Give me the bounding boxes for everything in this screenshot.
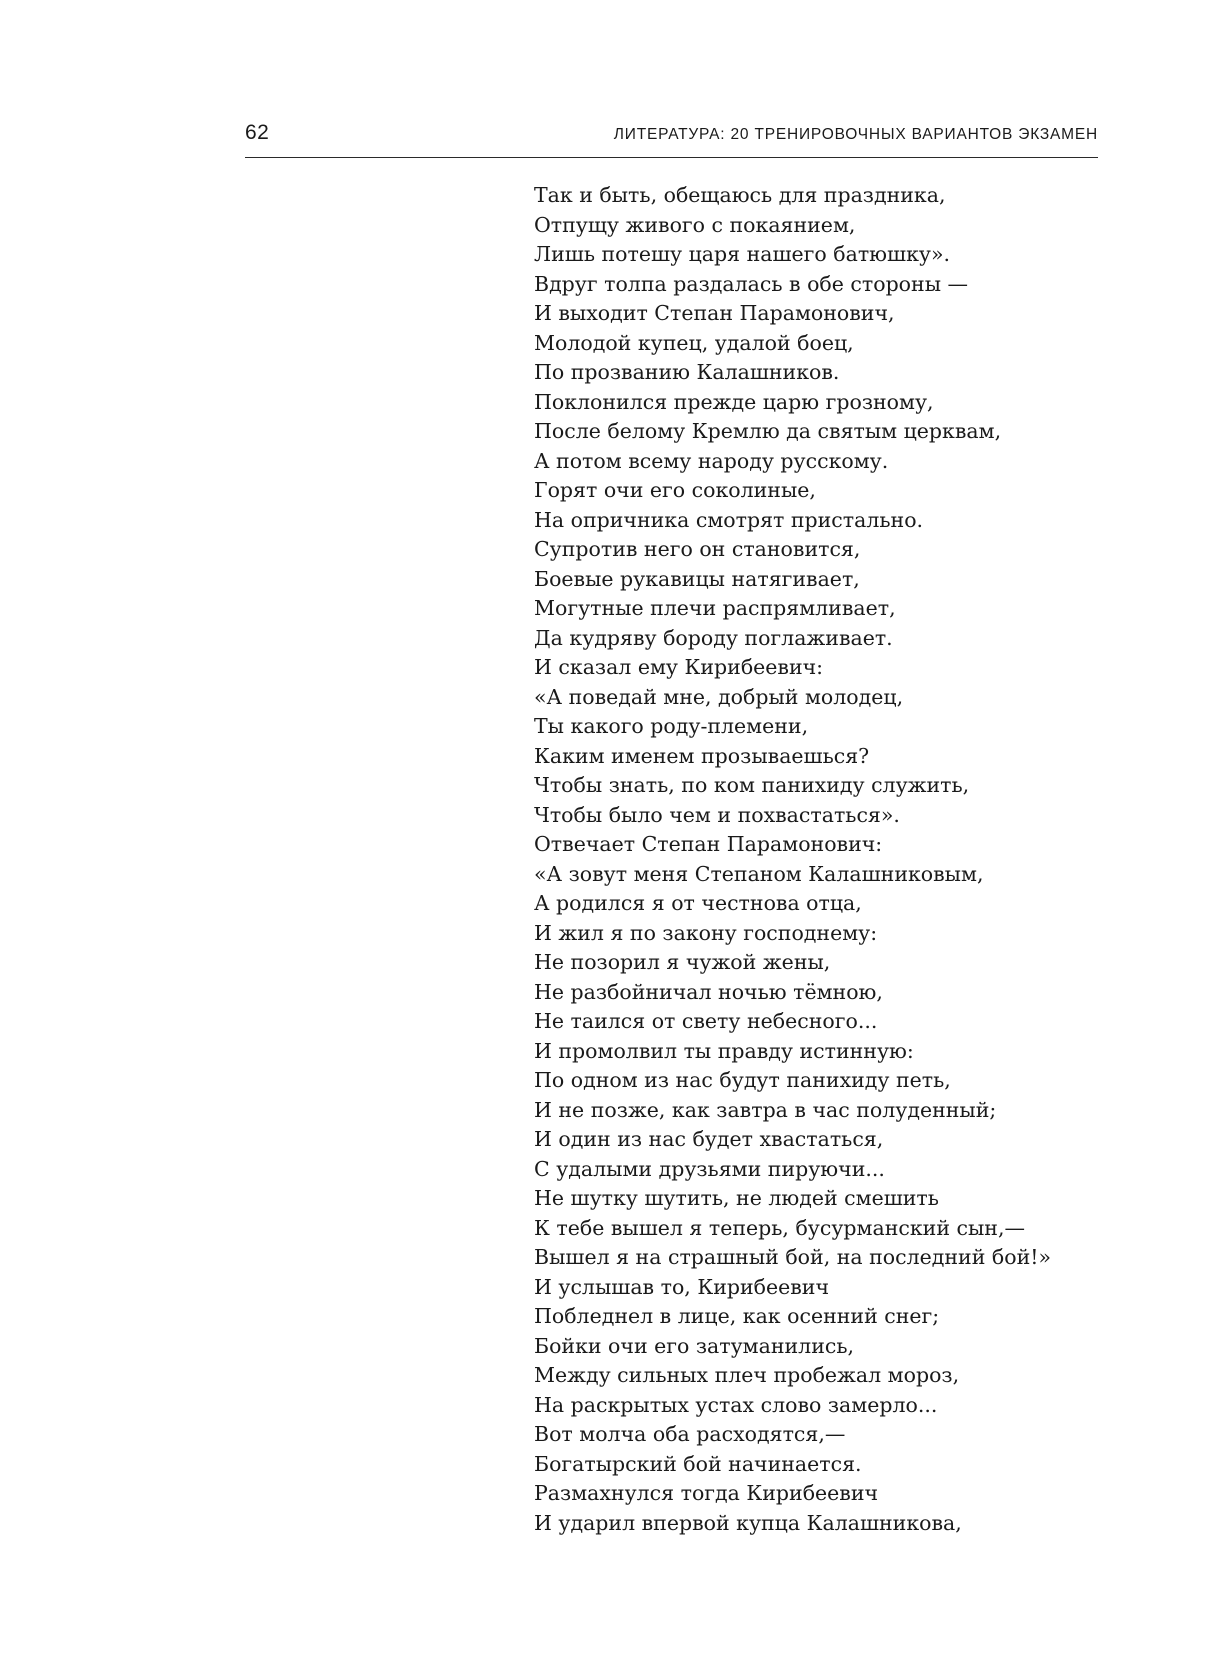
poem-line: Да кудряву бороду поглаживает. <box>534 625 893 650</box>
poem-line: Не шутку шутить, не людей смешить <box>534 1186 939 1210</box>
poem-line: Вдруг толпа раздалась в обе стороны — <box>534 271 969 296</box>
poem-line: По прозванию Калашников. <box>534 360 840 384</box>
poem-line: И сказал ему Кирибеевич: <box>534 655 824 679</box>
poem-line: И один из нас будет хвастаться, <box>534 1127 884 1151</box>
poem-line: Размахнулся тогда Кирибеевич <box>534 1481 879 1505</box>
poem-line: Вышел я на страшный бой, на последний бой!» <box>534 1245 1052 1269</box>
running-title: ЛИТЕРАТУРА: 20 ТРЕНИРОВОЧНЫХ ВАРИАНТОВ ЭКЗАМЕН <box>613 126 1098 143</box>
header-divider <box>245 157 1098 158</box>
poem-line: «А поведай мне, добрый молодец, <box>534 684 904 709</box>
poem-line: На опричника смотрят пристально. <box>534 507 924 532</box>
poem-line: Отвечает Степан Парамонович: <box>534 832 883 856</box>
poem-line: Отпущу живого с покаянием, <box>534 212 856 237</box>
page-number: 62 <box>245 121 270 144</box>
poem-line: Так и быть, обещаюсь для праздника, <box>534 183 946 207</box>
poem-line: Ты какого роду-племени, <box>534 714 809 738</box>
poem-line: Чтобы знать, по ком панихиду служить, <box>534 773 970 797</box>
poem-line: Боевые рукавицы натягивает, <box>534 566 860 591</box>
poem-line: Каким именем прозываешься? <box>534 743 870 768</box>
poem-line: Лишь потешу царя нашего батюшку». <box>534 242 951 266</box>
poem-line: И не позже, как завтра в час полуденный; <box>534 1097 997 1122</box>
poem-line: И услышав то, Кирибеевич <box>534 1274 830 1299</box>
poem-line: И жил я по закону господнему: <box>534 920 878 945</box>
poem-line: Не позорил я чужой жены, <box>534 950 831 974</box>
poem-line: Не таился от свету небесного... <box>534 1009 878 1033</box>
poem-line: И выходит Степан Парамонович, <box>534 301 895 325</box>
poem-line: Не разбойничал ночью тёмною, <box>534 979 883 1004</box>
poem-line: Богатырский бой начинается. <box>534 1451 862 1476</box>
poem-line: А родился я от честнова отца, <box>534 891 862 915</box>
poem-line: Между сильных плеч пробежал мороз, <box>534 1363 960 1387</box>
poem-line: С удалыми друзьями пируючи... <box>534 1156 885 1181</box>
poem-line: И промолвил ты правду истинную: <box>534 1038 914 1063</box>
poem-line: Побледнел в лице, как осенний снег; <box>534 1304 940 1328</box>
poem-line: А потом всему народу русскому. <box>534 448 889 473</box>
poem-line: Горят очи его соколиные, <box>534 478 816 502</box>
poem-line: Чтобы было чем и похвастаться». <box>534 802 900 827</box>
poem-text <box>534 181 1051 1538</box>
poem-line: К тебе вышел я теперь, бусурманский сын,— <box>534 1215 1025 1240</box>
poem-line: Бойки очи его затуманились, <box>534 1333 855 1358</box>
poem-line: После белому Кремлю да святым церквам, <box>534 419 1002 443</box>
poem-line: Молодой купец, удалой боец, <box>534 330 854 355</box>
poem-line: Вот молча оба расходятся,— <box>534 1422 846 1446</box>
poem-line: И ударил впервой купца Калашникова, <box>534 1510 962 1535</box>
poem-line: Поклонился прежде царю грозному, <box>534 389 934 414</box>
poem-line: На раскрытых устах слово замерло... <box>534 1392 938 1417</box>
poem-line: «А зовут меня Степаном Калашниковым, <box>534 861 984 886</box>
poem-line: Могутные плечи распрямливает, <box>534 596 896 620</box>
poem-line: Супротив него он становится, <box>534 537 861 561</box>
poem-line: По одном из нас будут панихиду петь, <box>534 1068 951 1092</box>
